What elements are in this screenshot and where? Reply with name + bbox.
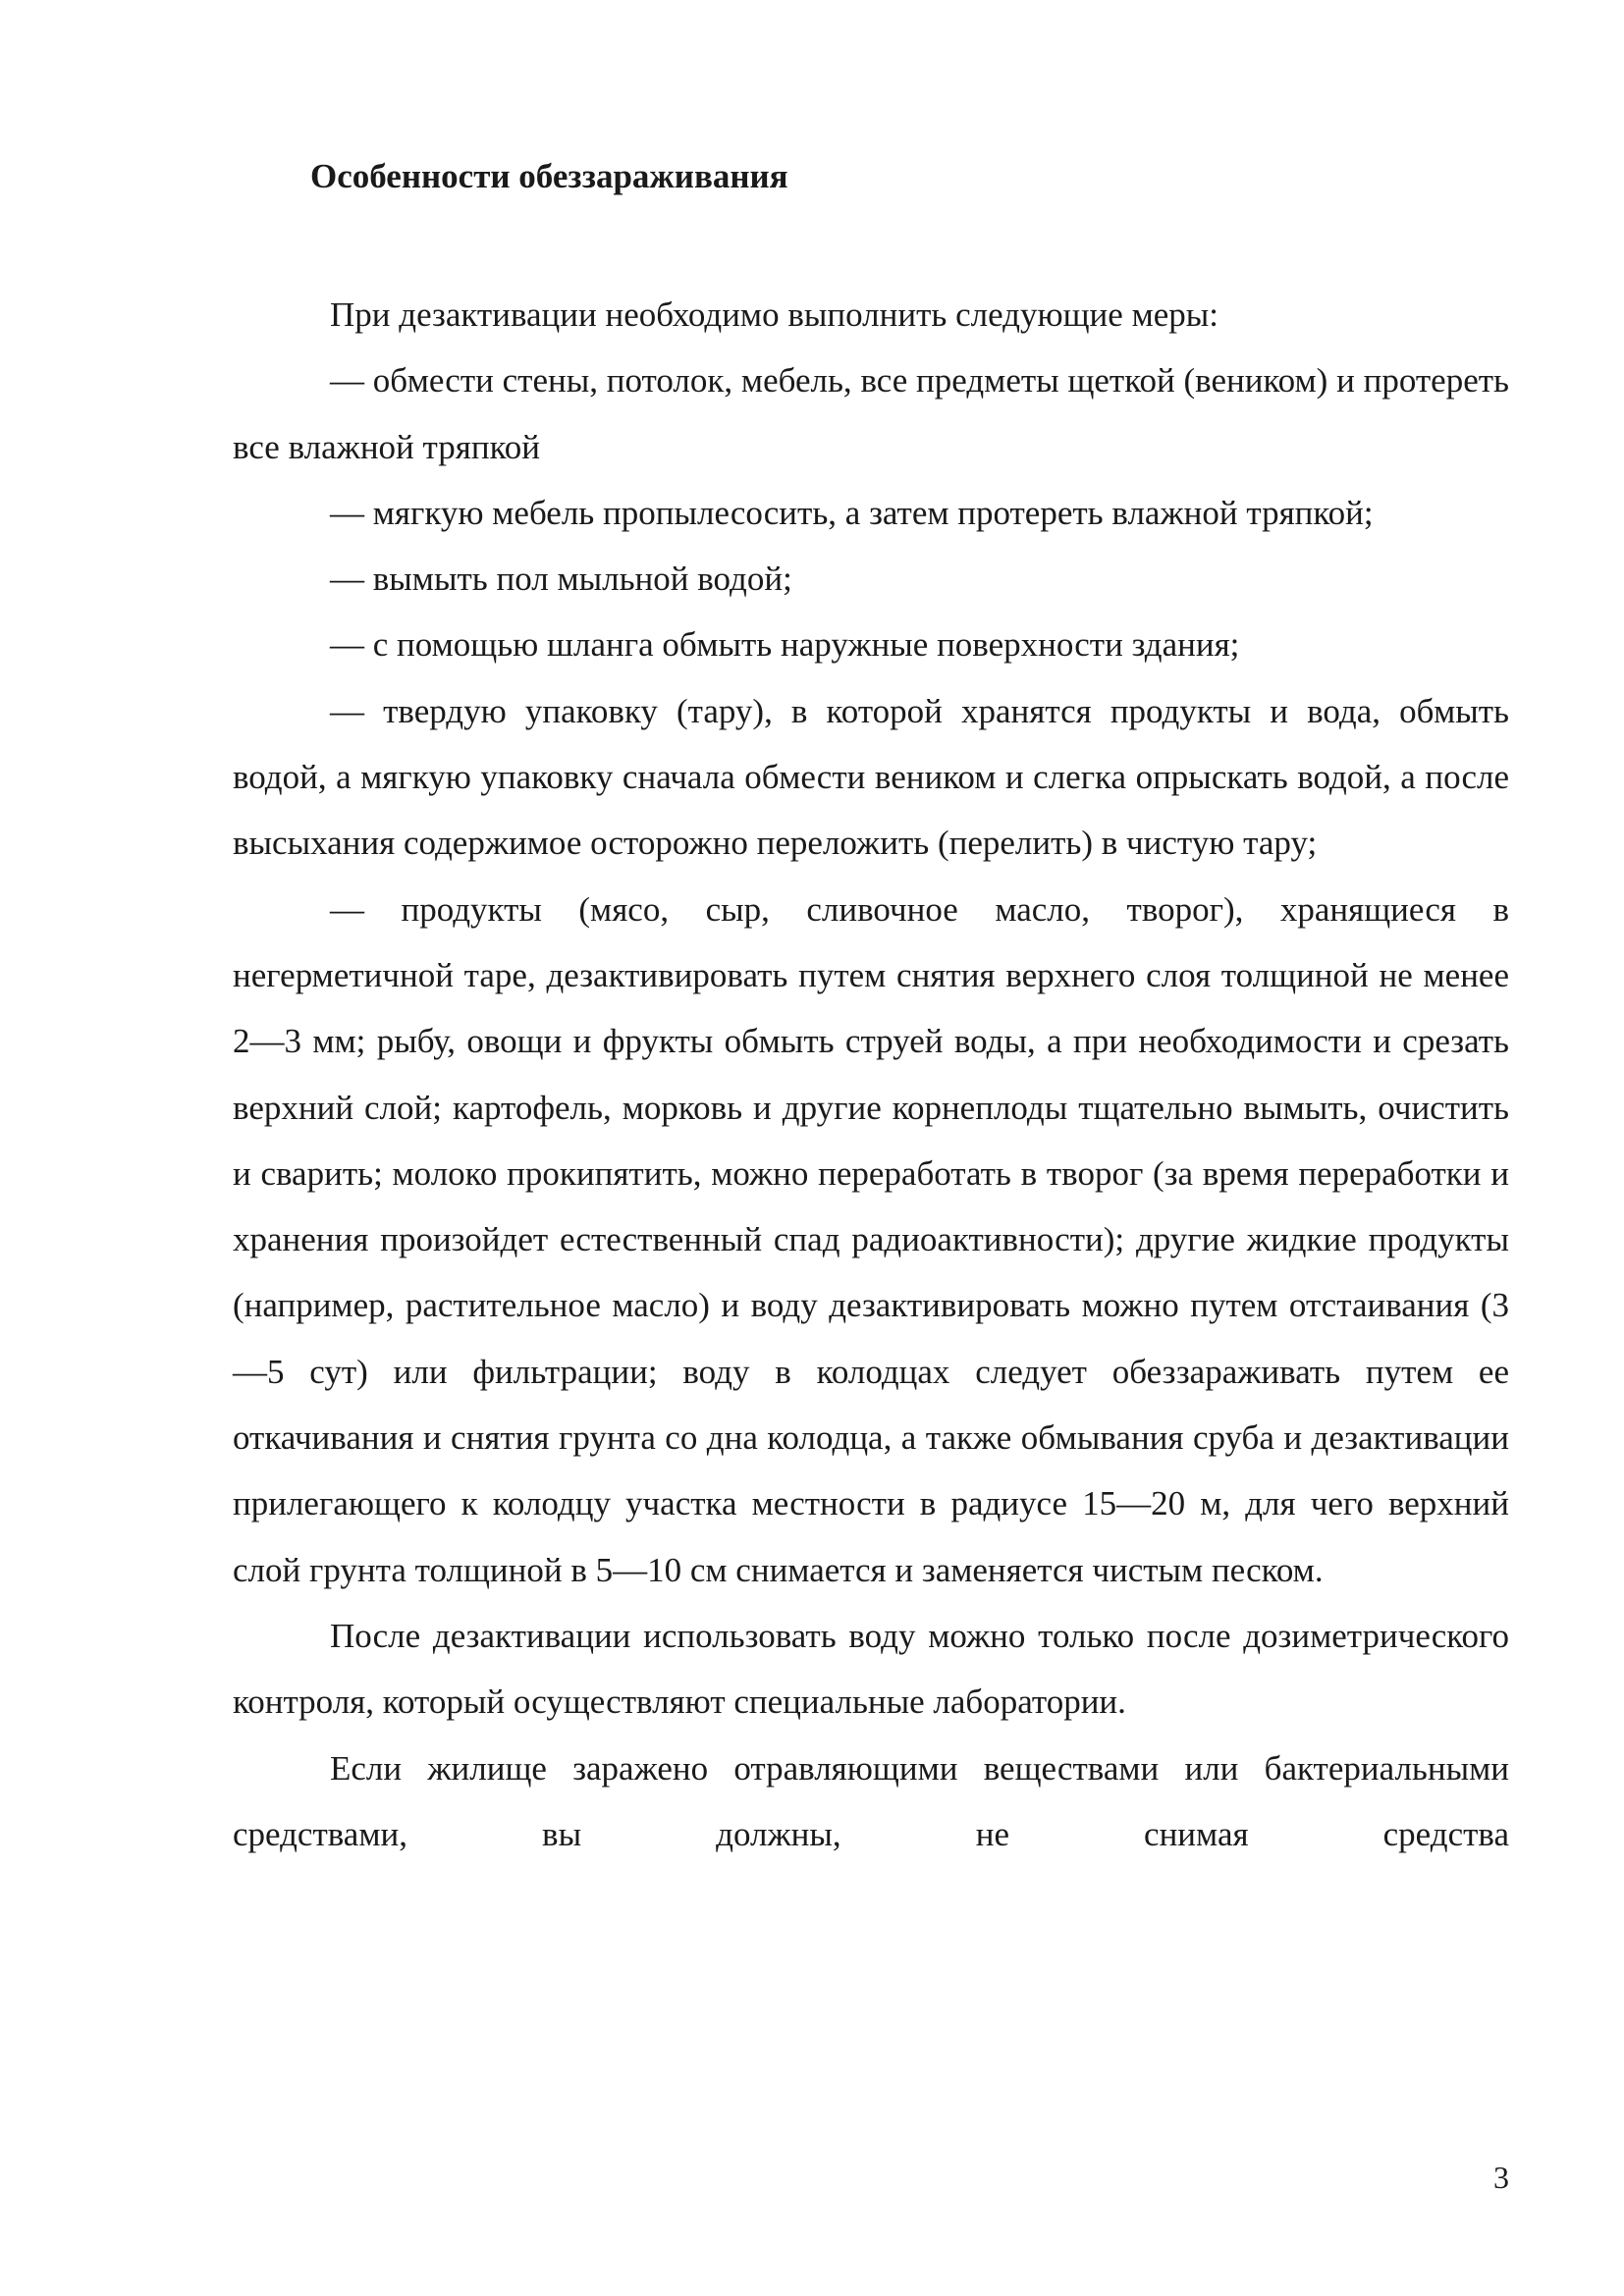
list-item-packaging: — твердую упаковку (тару), в которой хранятся продукты и вода, обмыть водой, а мягкую упаковку сначала обмести веником и слегка опрыскать водой, а после высыхания содержимое осторожно переложить (перелить) в чистую тару; <box>233 691 1509 863</box>
list-item-floor: — вымыть пол мыльной водой; <box>330 560 792 599</box>
section-heading: Особенности обеззараживания <box>310 157 788 195</box>
paragraph-water-control: После дезактивации использовать воду можно только после дозиметрического контроля, который осуществляют специальные лаборатории. <box>233 1616 1509 1722</box>
paragraph-contamination: Если жилище заражено отравляющими веществами или бактериальными средствами, вы должны, не снимая средства <box>233 1748 1509 1853</box>
list-item-vacuum: — мягкую мебель пропылесосить, а затем протереть влажной тряпкой; <box>330 493 1374 532</box>
list-item-sweep: — обмести стены, потолок, мебель, все предметы щеткой (веником) и протереть все влажной тряпкой <box>233 361 1509 466</box>
paragraph-intro: При дезактивации необходимо выполнить следующие меры: <box>330 295 1218 334</box>
page-number: 3 <box>1493 2160 1509 2195</box>
list-item-hose: — с помощью шланга обмыть наружные поверхности здания; <box>330 625 1240 665</box>
body-text <box>233 282 1509 1867</box>
list-item-products: — продукты (мясо, сыр, сливочное масло, творог), хранящиеся в негерметичной таре, дезактивировать путем снятия верхнего слоя толщиной не менее 2—3 мм; рыбу, овощи и фрукты обмыть струей воды, а при необходимости и срезать верхний слой; картофель, морковь и другие корнеплоды тщательно вымыть, очистить и сварить; молоко прокипятить, можно переработать в творог (за время переработки и хранения произойдет естественный спад радиоактивности); другие жидкие продукты (например, растительное масло) и воду дезактивировать можно путем отстаивания (3—5 сут) или фильтрации; воду в колодцах следует обеззараживать путем ее откачивания и снятия грунта со дна колодца, а также обмывания сруба и дезактивации прилегающего к колодцу участка местности в радиусе 15—20 м, для чего верхний слой грунта толщиной в 5—10 см снимается и заменяется чистым песком. <box>233 889 1509 1589</box>
